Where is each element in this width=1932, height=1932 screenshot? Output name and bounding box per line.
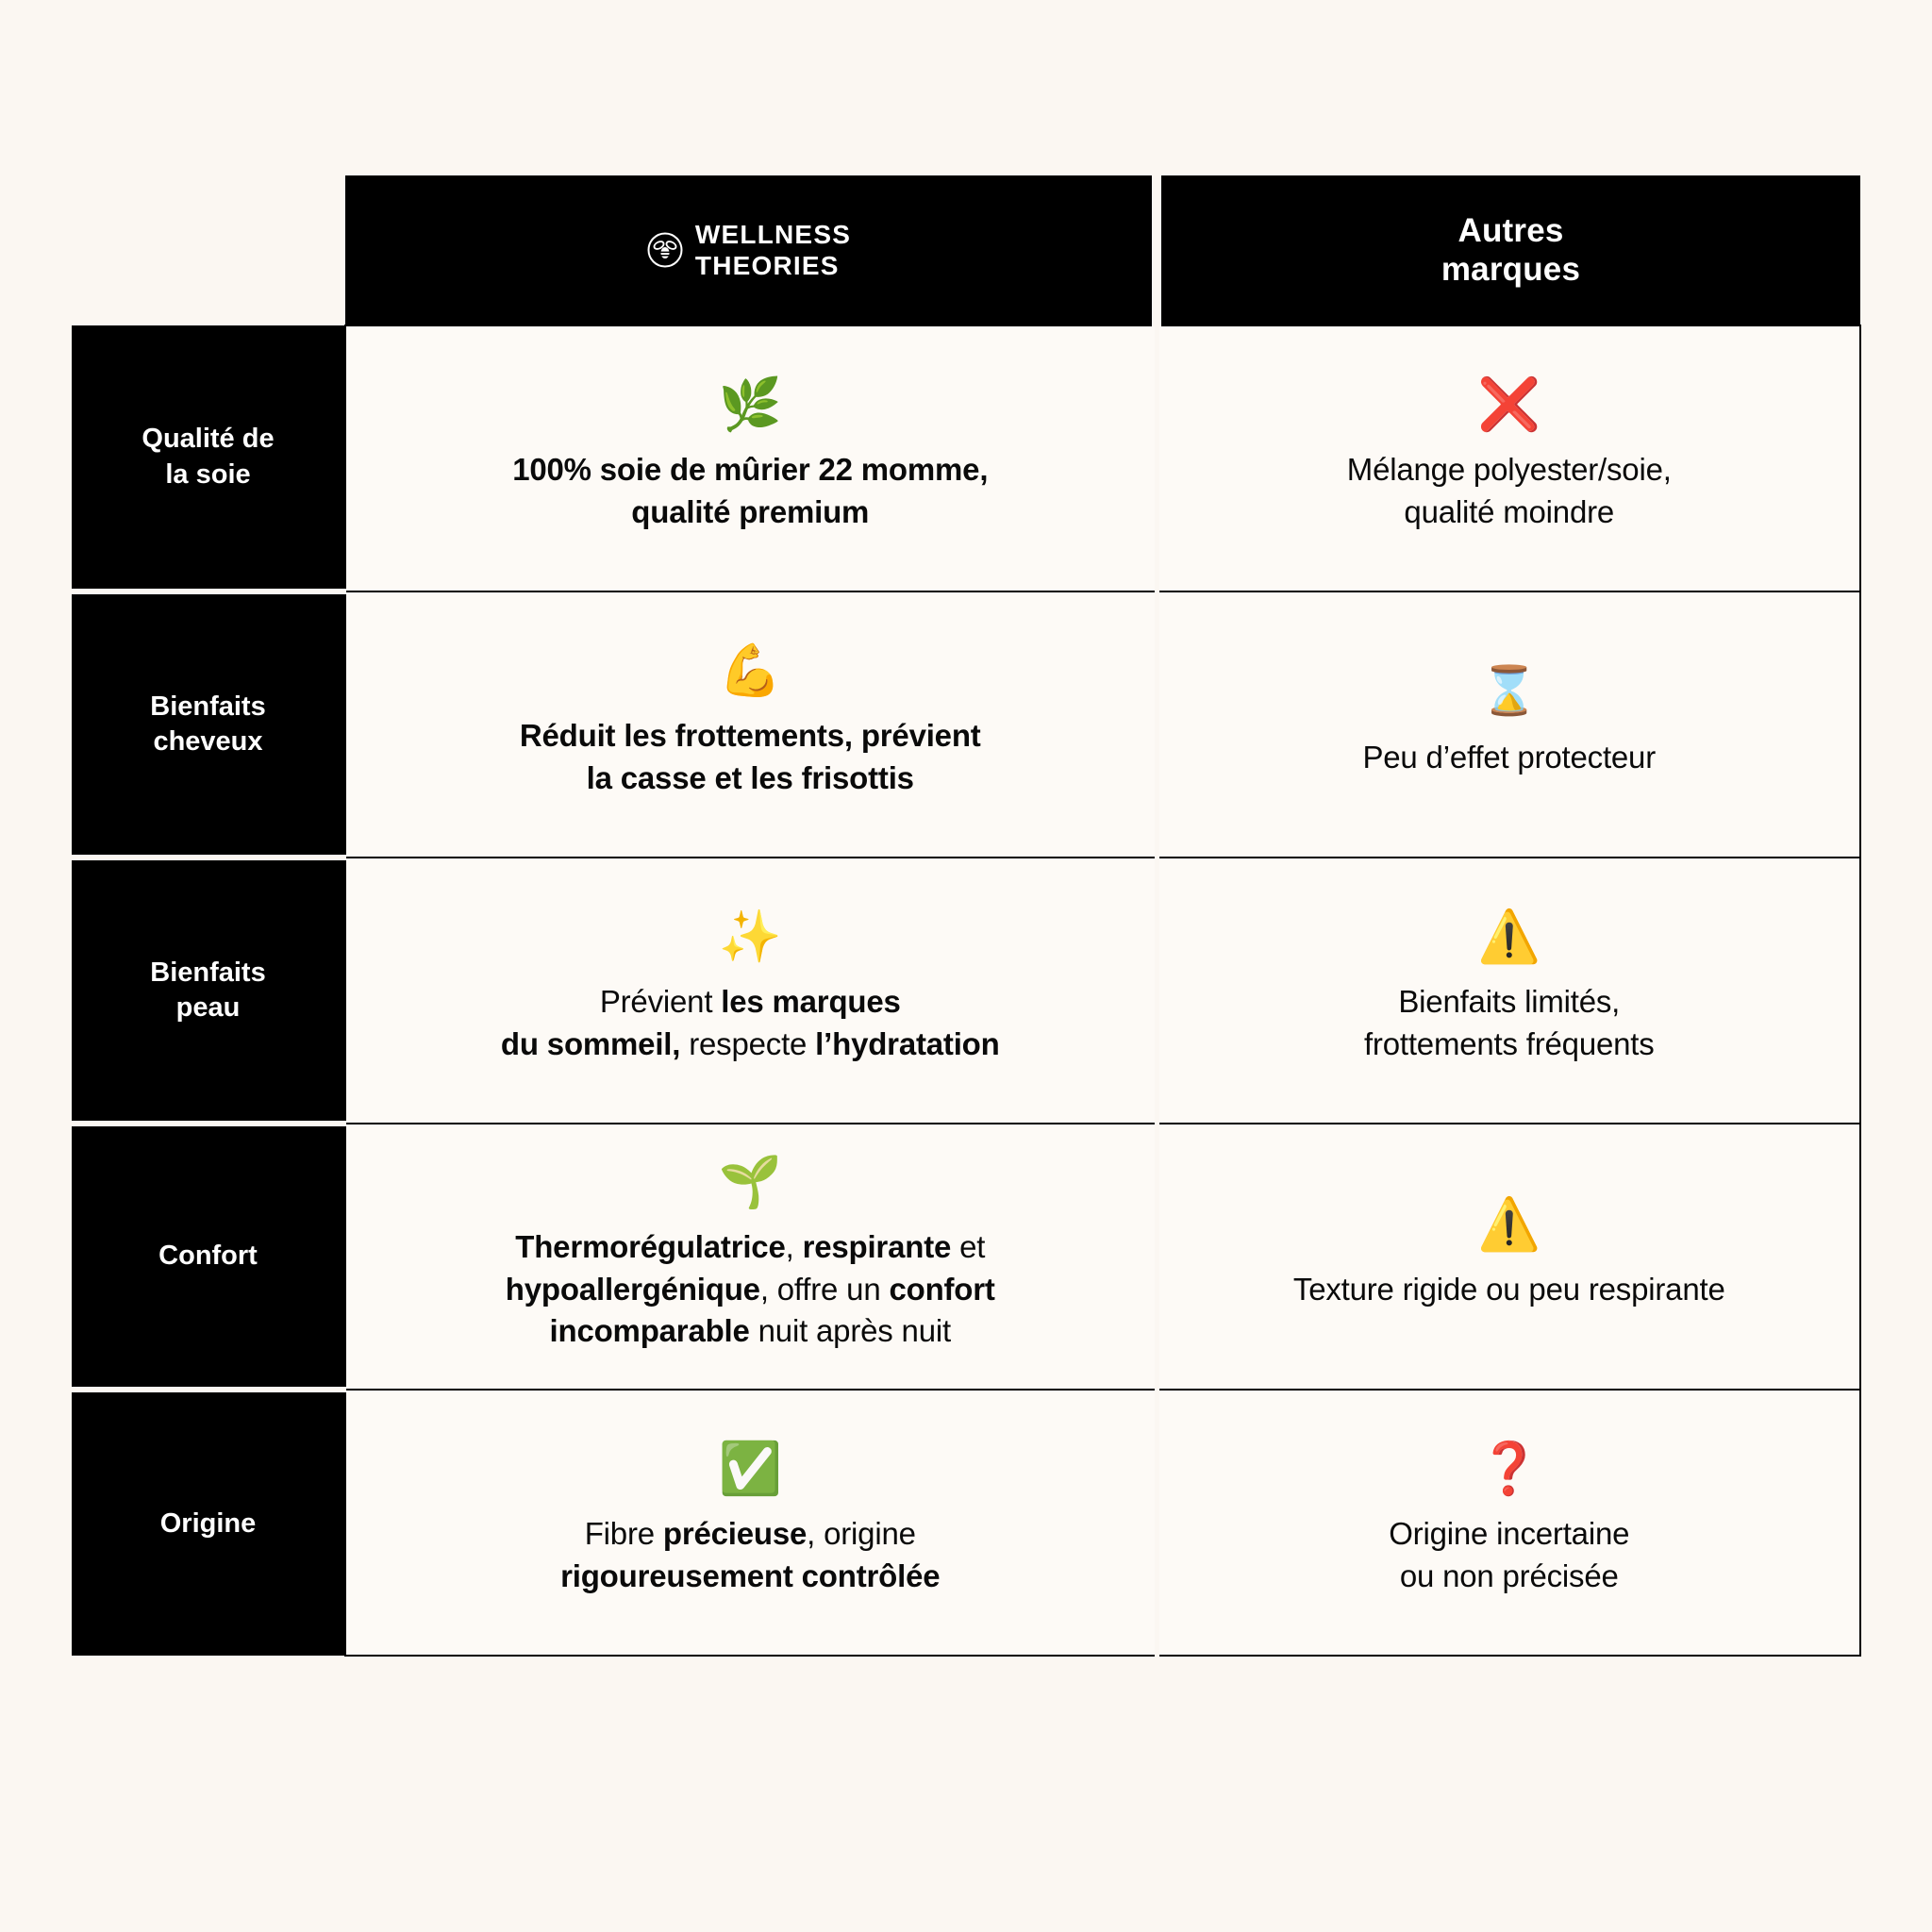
brand-name: [695, 219, 851, 281]
cell-brand-confort: [345, 1124, 1157, 1390]
bee-circle-logo-icon: [646, 231, 684, 269]
row-label-bienfaits-peau: [72, 858, 345, 1124]
comparison-table: [72, 175, 1861, 1657]
cell-other-bienfaits-peau: [1157, 858, 1860, 1124]
cell-brand-text: 100% soie de mûrier 22 momme, qualité premium: [512, 452, 989, 529]
cell-brand-bienfaits-peau: [345, 858, 1157, 1124]
cell-brand-bienfaits-cheveux: [345, 591, 1157, 858]
other-title-line1: Autres: [1457, 211, 1564, 249]
row-label-confort: [72, 1124, 345, 1390]
cell-brand-origine: [345, 1390, 1157, 1656]
row-label-line1: Bienfaits: [150, 691, 266, 722]
cell-other-origine: [1157, 1390, 1860, 1656]
cell-other-qualite-de-la-soie: [1157, 325, 1860, 591]
other-title-line2: marques: [1441, 251, 1581, 288]
table-row: [72, 591, 1860, 858]
brand-name-line1: WELLNESS: [694, 219, 852, 249]
seedling-icon: 🌱: [718, 1154, 782, 1211]
table-header-row: [72, 175, 1860, 325]
cell-other-text: Texture rigide ou peu respirante: [1292, 1271, 1725, 1307]
herb-leaf-icon: 🌿: [718, 376, 782, 434]
header-brand-column: [345, 175, 1157, 325]
row-label-line1: Origine: [159, 1507, 257, 1539]
row-label-line2: peau: [175, 992, 241, 1023]
row-label-line1: Confort: [158, 1241, 258, 1272]
table-row: [72, 858, 1860, 1124]
flexed-biceps-icon: 💪: [718, 642, 782, 700]
comparison-table-wrapper: [72, 175, 1860, 1657]
row-label-bienfaits-cheveux: [72, 591, 345, 858]
table-row: [72, 1124, 1860, 1390]
cell-brand-text: Fibre précieuse, origine rigoureusement contrôlée: [560, 1516, 941, 1593]
row-label-line1: Bienfaits: [150, 957, 266, 988]
red-question-mark-icon: ❓: [1477, 1441, 1541, 1498]
cell-other-text: Mélange polyester/soie, qualité moindre: [1346, 452, 1672, 529]
cell-other-bienfaits-cheveux: [1157, 591, 1860, 858]
brand-lockup: [345, 219, 1152, 281]
cell-other-text: Bienfaits limités, frottements fréquents: [1363, 984, 1655, 1061]
other-brands-title: [1161, 211, 1860, 290]
warning-triangle-icon: ⚠️: [1477, 908, 1541, 966]
red-cross-mark-icon: ❌: [1477, 376, 1541, 434]
hourglass-icon: ⌛: [1479, 663, 1539, 717]
header-other-column: [1157, 175, 1860, 325]
check-mark-button-icon: ✅: [718, 1441, 782, 1498]
header-empty-corner: [72, 175, 345, 325]
sparkles-icon: ✨: [718, 908, 782, 966]
cell-other-text: Origine incertaine ou non précisée: [1389, 1516, 1630, 1593]
brand-name-line2: THEORIES: [694, 251, 840, 280]
row-label-origine: [72, 1390, 345, 1656]
row-label-line2: cheveux: [153, 726, 263, 757]
row-label-line2: la soie: [165, 458, 251, 490]
cell-brand-text: Prévient les marques du sommeil, respecte l’hydratation: [500, 984, 1000, 1061]
warning-triangle-icon: ⚠️: [1477, 1195, 1541, 1253]
cell-other-text: Peu d’effet protecteur: [1362, 739, 1657, 774]
table-body: [72, 325, 1860, 1656]
row-label-line1: Qualité de: [142, 424, 275, 455]
row-label-qualite-de-la-soie: [72, 325, 345, 591]
table-row: [72, 1390, 1860, 1656]
cell-brand-text: Thermorégulatrice, respirante et hypoallergénique, offre un confort incomparable nuit après nuit: [505, 1229, 995, 1349]
cell-brand-text: Réduit les frottements, prévient la casse et les frisottis: [519, 718, 981, 795]
table-row: [72, 325, 1860, 591]
cell-brand-qualite-de-la-soie: [345, 325, 1157, 591]
cell-other-confort: [1157, 1124, 1860, 1390]
